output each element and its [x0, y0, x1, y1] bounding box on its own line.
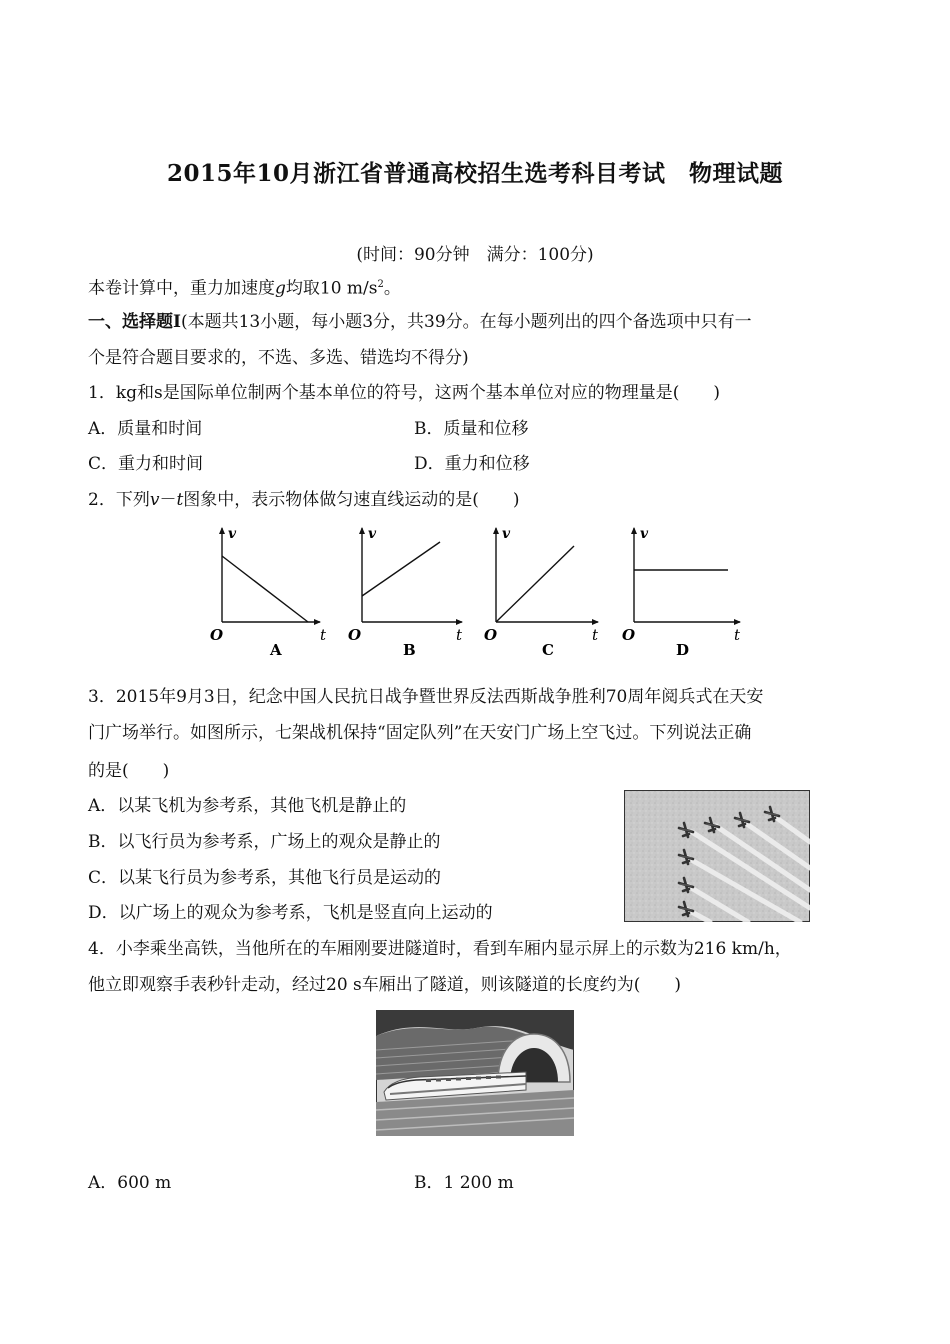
q4-stem-line2: 他立即观察手表秒针走动，经过20 s车厢出了隧道，则该隧道的长度约为( ) — [88, 975, 682, 995]
graph-b-line — [362, 542, 440, 596]
q3-option-c: C．以某飞行员为参考系，其他飞行员是运动的 — [88, 868, 442, 888]
q2-stem-v: v — [149, 490, 160, 510]
section1-heading-line — [88, 311, 752, 333]
q2-stem — [88, 489, 520, 511]
q3-option-b: B．以飞行员为参考系，广场上的观众是静止的 — [88, 832, 441, 852]
vt-graphs — [200, 522, 760, 662]
q1-stem: 1．kg和s是国际单位制两个基本单位的符号，这两个基本单位对应的物理量是( ) — [88, 383, 720, 403]
graph-c-line — [496, 546, 574, 622]
graph-c — [484, 526, 599, 659]
q4-option-a: A．600 m — [88, 1173, 172, 1193]
q4-option-b: B．1 200 m — [414, 1173, 514, 1193]
graph-a-origin: O — [210, 626, 224, 644]
graph-b-t-label: t — [456, 626, 463, 644]
q4-stem-line1: 4．小李乘坐高铁，当他所在的车厢刚要进隧道时，看到车厢内显示屏上的示数为216 km/h， — [88, 939, 792, 959]
graph-a-label: A — [270, 641, 282, 659]
section1-heading: 一、选择题Ⅰ — [88, 312, 181, 332]
section1-desc-line1: (本题共13小题，每小题3分，共39分。在每小题列出的四个备选项中只有一 — [180, 312, 752, 332]
q3-option-a: A．以某飞机为参考系，其他飞机是静止的 — [88, 796, 407, 816]
graph-b-label: B — [403, 641, 416, 659]
high-speed-train-photo — [376, 1010, 574, 1136]
graph-d — [622, 526, 741, 659]
gravity-end: 。 — [383, 278, 401, 299]
gravity-sup: 2 — [377, 279, 384, 290]
q3-stem-line1: 3．2015年9月3日，纪念中国人民抗日战争暨世界反法西斯战争胜利70周年阅兵式在天安 — [88, 687, 764, 707]
q3-stem-line2: 门广场举行。如图所示，七架战机保持“固定队列”在天安门广场上空飞过。下列说法正确 — [88, 723, 752, 743]
q2-stem-suffix: 图象中，表示物体做匀速直线运动的是( ) — [183, 490, 520, 510]
q1-option-d: D．重力和位移 — [414, 454, 530, 474]
graph-a — [210, 526, 327, 659]
graph-d-t-label: t — [734, 626, 741, 644]
gravity-note — [88, 274, 401, 300]
q3-stem-line3: 的是( ) — [88, 761, 170, 781]
q2-stem-prefix: 2．下列 — [88, 490, 150, 510]
page-title: 2015年10月浙江省普通高校招生选考科目考试 物理试题 — [166, 160, 784, 187]
q1-option-c: C．重力和时间 — [88, 454, 204, 474]
graph-a-t-label: t — [320, 626, 327, 644]
q2-stem-t: t — [176, 490, 184, 510]
graph-d-origin: O — [622, 626, 636, 644]
graph-c-v-label: v — [502, 526, 511, 542]
graph-b-origin: O — [348, 626, 362, 644]
q3-option-d: D．以广场上的观众为参考系，飞机是竖直向上运动的 — [88, 903, 493, 923]
q2-stem-dash: － — [159, 490, 177, 510]
graph-d-label: D — [676, 641, 690, 659]
q1-option-a: A．质量和时间 — [88, 419, 203, 439]
section1-desc-line2: 个是符合题目要求的，不选、多选、错选均不得分) — [88, 348, 469, 368]
gravity-symbol: g — [275, 278, 286, 299]
time-info: (时间：90分钟 满分：100分) — [356, 245, 594, 265]
graph-d-v-label: v — [640, 526, 649, 542]
graph-c-t-label: t — [592, 626, 599, 644]
gravity-suffix: 均取10 m/s — [285, 278, 378, 299]
graph-a-line — [222, 556, 308, 622]
graph-c-label: C — [542, 641, 554, 659]
graph-c-origin: O — [484, 626, 498, 644]
gravity-prefix: 本卷计算中，重力加速度 — [88, 278, 275, 299]
fighter-jets-photo — [624, 790, 810, 922]
graph-b-v-label: v — [368, 526, 377, 542]
q1-option-b: B．质量和位移 — [414, 419, 529, 439]
graph-b — [348, 526, 463, 659]
graph-a-v-label: v — [228, 526, 237, 542]
